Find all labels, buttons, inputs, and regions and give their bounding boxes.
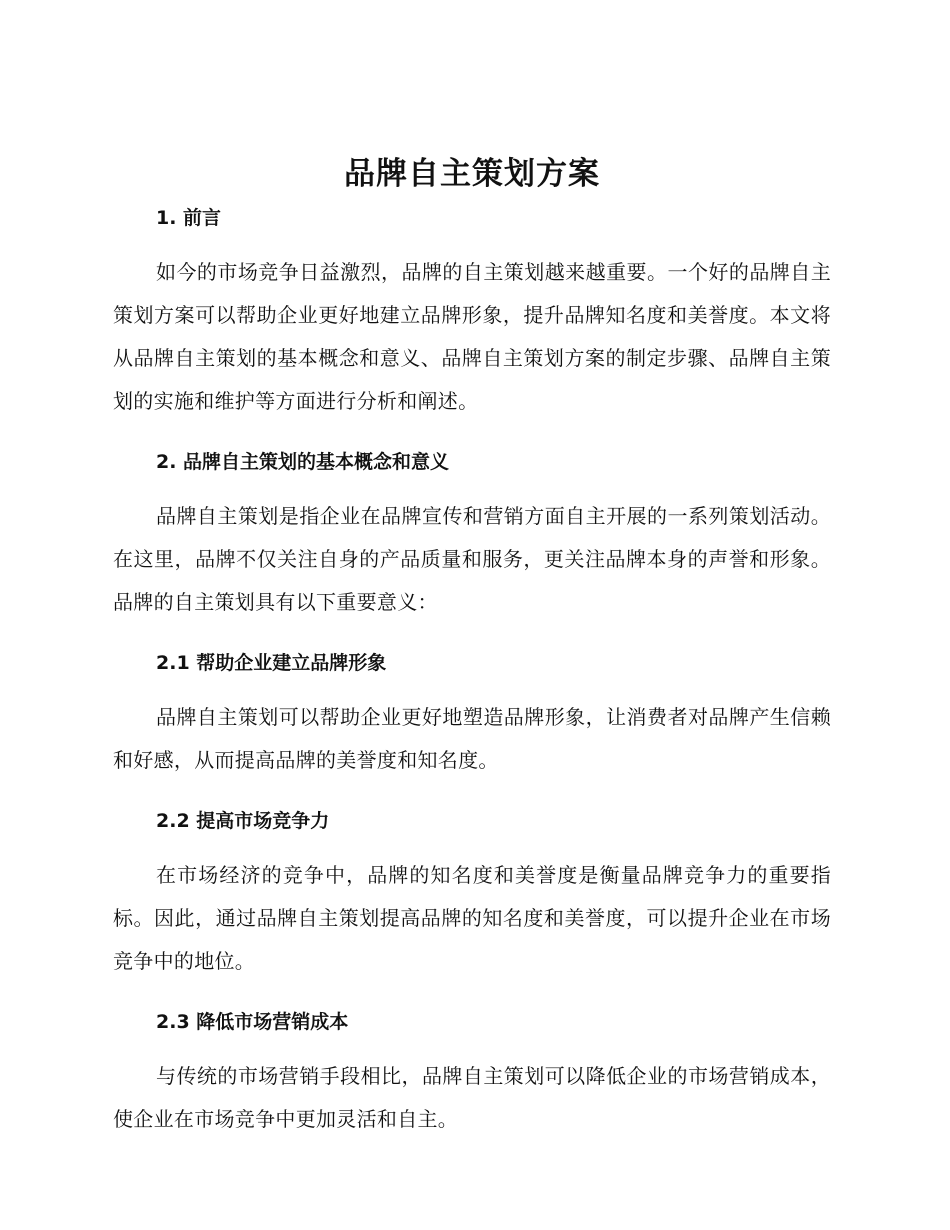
section-paragraph-competitiveness: 在市场经济的竞争中，品牌的知名度和美誉度是衡量品牌竞争力的重要指标。因此，通过品牌自主策划提高品牌的知名度和美誉度，可以提升企业在市场竞争中的地位。 [113,863,831,973]
section-heading-brand-image: 2.1 帮助企业建立品牌形象 [156,652,387,674]
section-heading-preface: 1. 前言 [156,207,222,229]
section-heading-competitiveness: 2.2 提高市场竞争力 [156,810,330,832]
section-paragraph-preface: 如今的市场竞争日益激烈，品牌的自主策划越来越重要。一个好的品牌自主策划方案可以帮助企业更好地建立品牌形象，提升品牌知名度和美誉度。本文将从品牌自主策划的基本概念和意义、品牌自主策划方案的制定步骤、品牌自主策划的实施和维护等方面进行分析和阐述。 [113,260,831,413]
document-title: 品牌自主策划方案 [344,156,600,192]
section-paragraph-brand-image: 品牌自主策划可以帮助企业更好地塑造品牌形象，让消费者对品牌产生信赖和好感，从而提高品牌的美誉度和知名度。 [113,705,831,772]
document-page [113,148,831,1141]
section-paragraph-concept: 品牌自主策划是指企业在品牌宣传和营销方面自主开展的一系列策划活动。在这里，品牌不仅关注自身的产品质量和服务，更关注品牌本身的声誉和形象。品牌的自主策划具有以下重要意义： [113,504,831,614]
section-heading-concept: 2. 品牌自主策划的基本概念和意义 [156,451,450,473]
section-paragraph-cost: 与传统的市场营销手段相比，品牌自主策划可以降低企业的市场营销成本，使企业在市场竞争中更加灵活和自主。 [113,1064,831,1131]
section-heading-cost: 2.3 降低市场营销成本 [156,1011,349,1033]
